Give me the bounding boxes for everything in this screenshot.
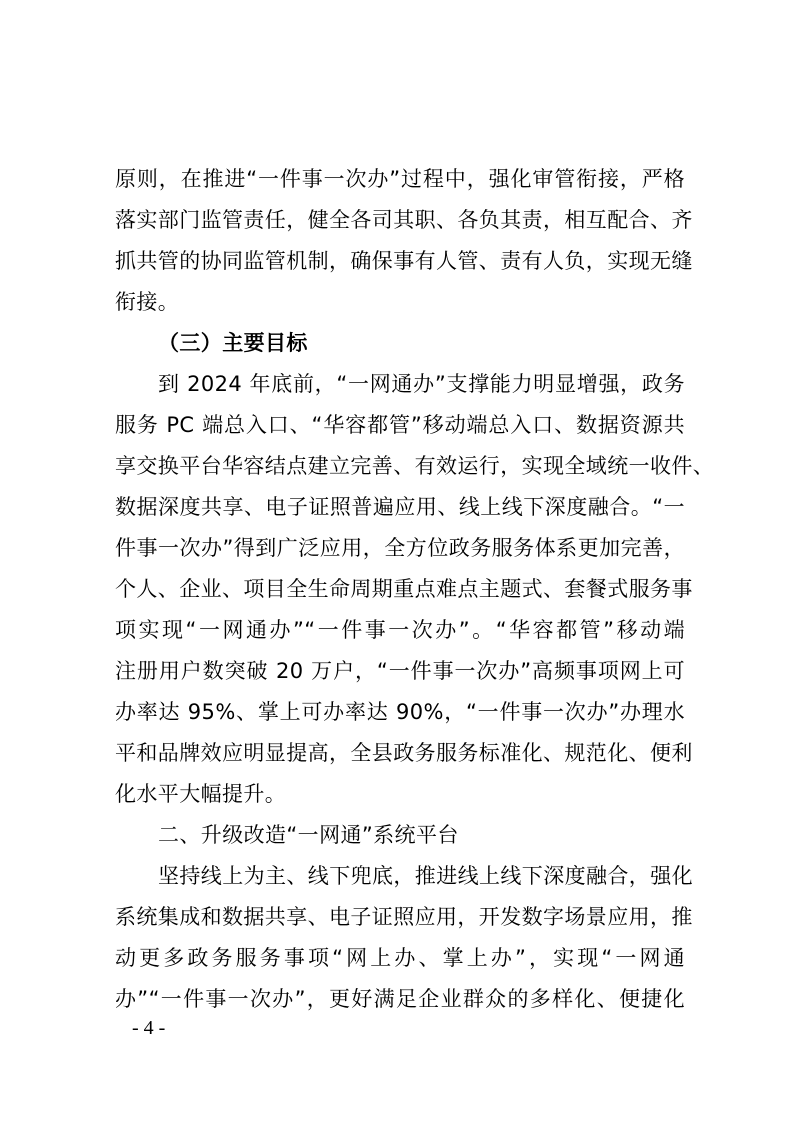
body-text-line: 坚持线上为主、线下兜底，推进线上线下深度融合，强化: [158, 864, 693, 888]
body-text-line: 动更多政务服务事项“网上办、掌上办”，实现“一网通: [115, 946, 685, 970]
section-heading: 二、升级改造“一网通”系统平台: [158, 823, 459, 847]
section-heading: （三）主要目标: [158, 331, 308, 355]
body-text-line: 项实现“一网通办”“一件事一次办”。“华容都管”移动端: [115, 618, 685, 642]
body-text-line: 系统集成和数据共享、电子证照应用，开发数字场景应用，推: [115, 905, 693, 929]
body-text-line: 衔接。: [115, 290, 180, 314]
body-text-line: 服务 PC 端总入口、“华容都管”移动端总入口、数据资源共: [115, 413, 685, 437]
body-text-line: 原则，在推进“一件事一次办”过程中，强化审管衔接，严格: [115, 167, 685, 191]
body-text-line: 个人、企业、项目全生命周期重点难点主题式、套餐式服务事: [115, 577, 693, 601]
body-text-line: 落实部门监管责任，健全各司其职、各负其责，相互配合、齐: [115, 208, 693, 232]
body-text-line: 注册用户数突破 20 万户，“一件事一次办”高频事项网上可: [115, 659, 685, 683]
body-text-line: 抓共管的协同监管机制，确保事有人管、责有人负，实现无缝: [115, 249, 693, 273]
body-text-line: 到 2024 年底前，“一网通办”支撑能力明显增强，政务: [158, 372, 685, 396]
body-text-line: 办”“一件事一次办”，更好满足企业群众的多样化、便捷化: [115, 987, 685, 1011]
body-text-line: 平和品牌效应明显提高，全县政务服务标准化、规范化、便利: [115, 741, 693, 765]
body-text-line: 化水平大幅提升。: [115, 782, 287, 806]
body-text-line: 办率达 95%、掌上可办率达 90%，“一件事一次办”办理水: [115, 700, 685, 724]
page-number: - 4 -: [132, 1017, 166, 1039]
body-text-line: 件事一次办”得到广泛应用，全方位政务服务体系更加完善，: [115, 536, 685, 560]
body-text-line: 数据深度共享、电子证照普遍应用、线上线下深度融合。“一: [115, 495, 685, 519]
body-text-line: 享交换平台华容结点建立完善、有效运行，实现全域统一收件、: [115, 454, 715, 478]
